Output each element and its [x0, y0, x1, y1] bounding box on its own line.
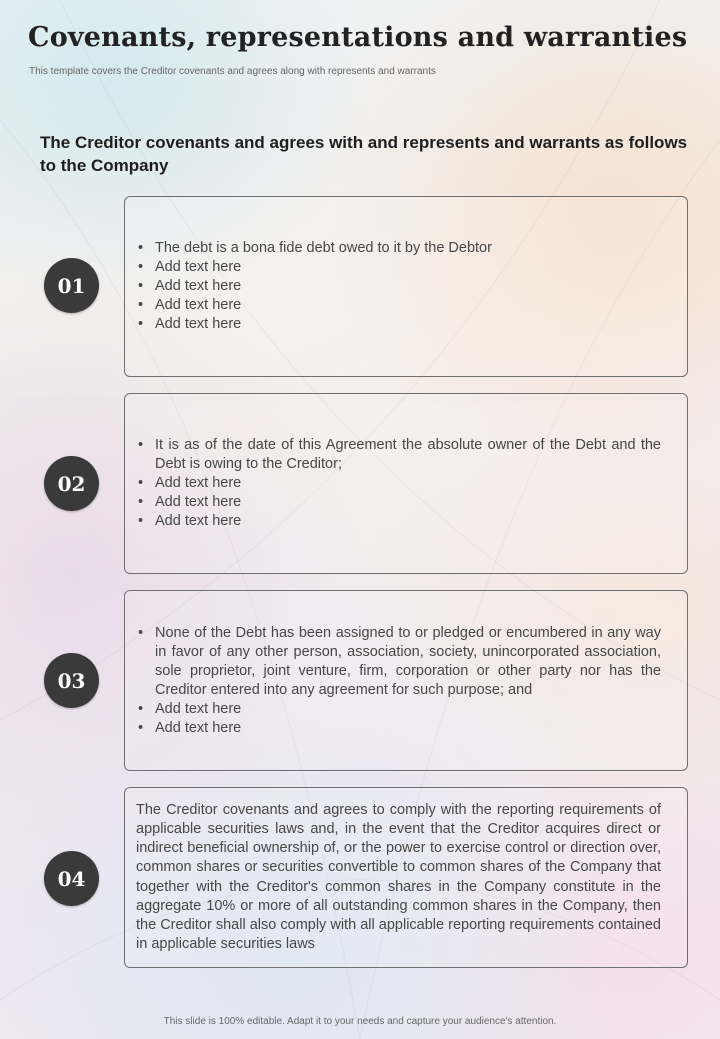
content-box-01 — [124, 196, 688, 377]
list-item: • None of the Debt has been assigned to or pledged or encumbered in any way in favor of any other person, association, society, unincorporated association, sole proprietor, joint venture, firm, corporation or other party nor has the Creditor entered into any agreement for such purpose; and — [155, 624, 661, 700]
page-title: Covenants, representations and warranties — [28, 22, 688, 53]
list-item: • Add text here — [155, 277, 661, 296]
step-number-01: 01 — [44, 258, 99, 313]
bullet-list-02 — [125, 436, 687, 531]
list-item: • Add text here — [155, 258, 661, 277]
list-item: • Add text here — [155, 315, 661, 334]
list-item: • The debt is a bona fide debt owed to it by the Debtor — [155, 239, 661, 258]
content-box-03 — [124, 590, 688, 771]
section-paragraph-04: The Creditor covenants and agrees to comply with the reporting requirements of applicable securities laws and, in the event that the Creditor acquires direct or indirect beneficial ownership of, or the power to exercise control or direction over, common shares or securities convertible to common shares of the Company that together with the Creditor's common shares in the Company constitute in the aggregate 10% or more of all outstanding common shares in the Company, then the Creditor shall also comply with all applicable reporting requirements contained in applicable securities laws — [136, 801, 661, 953]
list-item: • Add text here — [155, 700, 661, 719]
page-subtitle: This template covers the Creditor covenants and agrees along with represents and warrants — [29, 66, 436, 77]
list-item: • Add text here — [155, 512, 661, 531]
list-item: • Add text here — [155, 296, 661, 315]
list-item: • It is as of the date of this Agreement the absolute owner of the Debt and the Debt is owing to the Creditor; — [155, 436, 661, 474]
content-box-02 — [124, 393, 688, 574]
content-box-04 — [124, 787, 688, 968]
bullet-list-03 — [125, 624, 687, 738]
step-number-02: 02 — [44, 456, 99, 511]
step-number-03: 03 — [44, 653, 99, 708]
list-item: • Add text here — [155, 719, 661, 738]
list-item: • Add text here — [155, 493, 661, 512]
footer-note: This slide is 100% editable. Adapt it to your needs and capture your audience's attention. — [163, 1016, 557, 1027]
step-number-04: 04 — [44, 851, 99, 906]
bullet-list-01 — [125, 239, 687, 334]
list-item: • Add text here — [155, 474, 661, 493]
section-heading: The Creditor covenants and agrees with and represents and warrants as follows to the Company — [40, 133, 688, 175]
